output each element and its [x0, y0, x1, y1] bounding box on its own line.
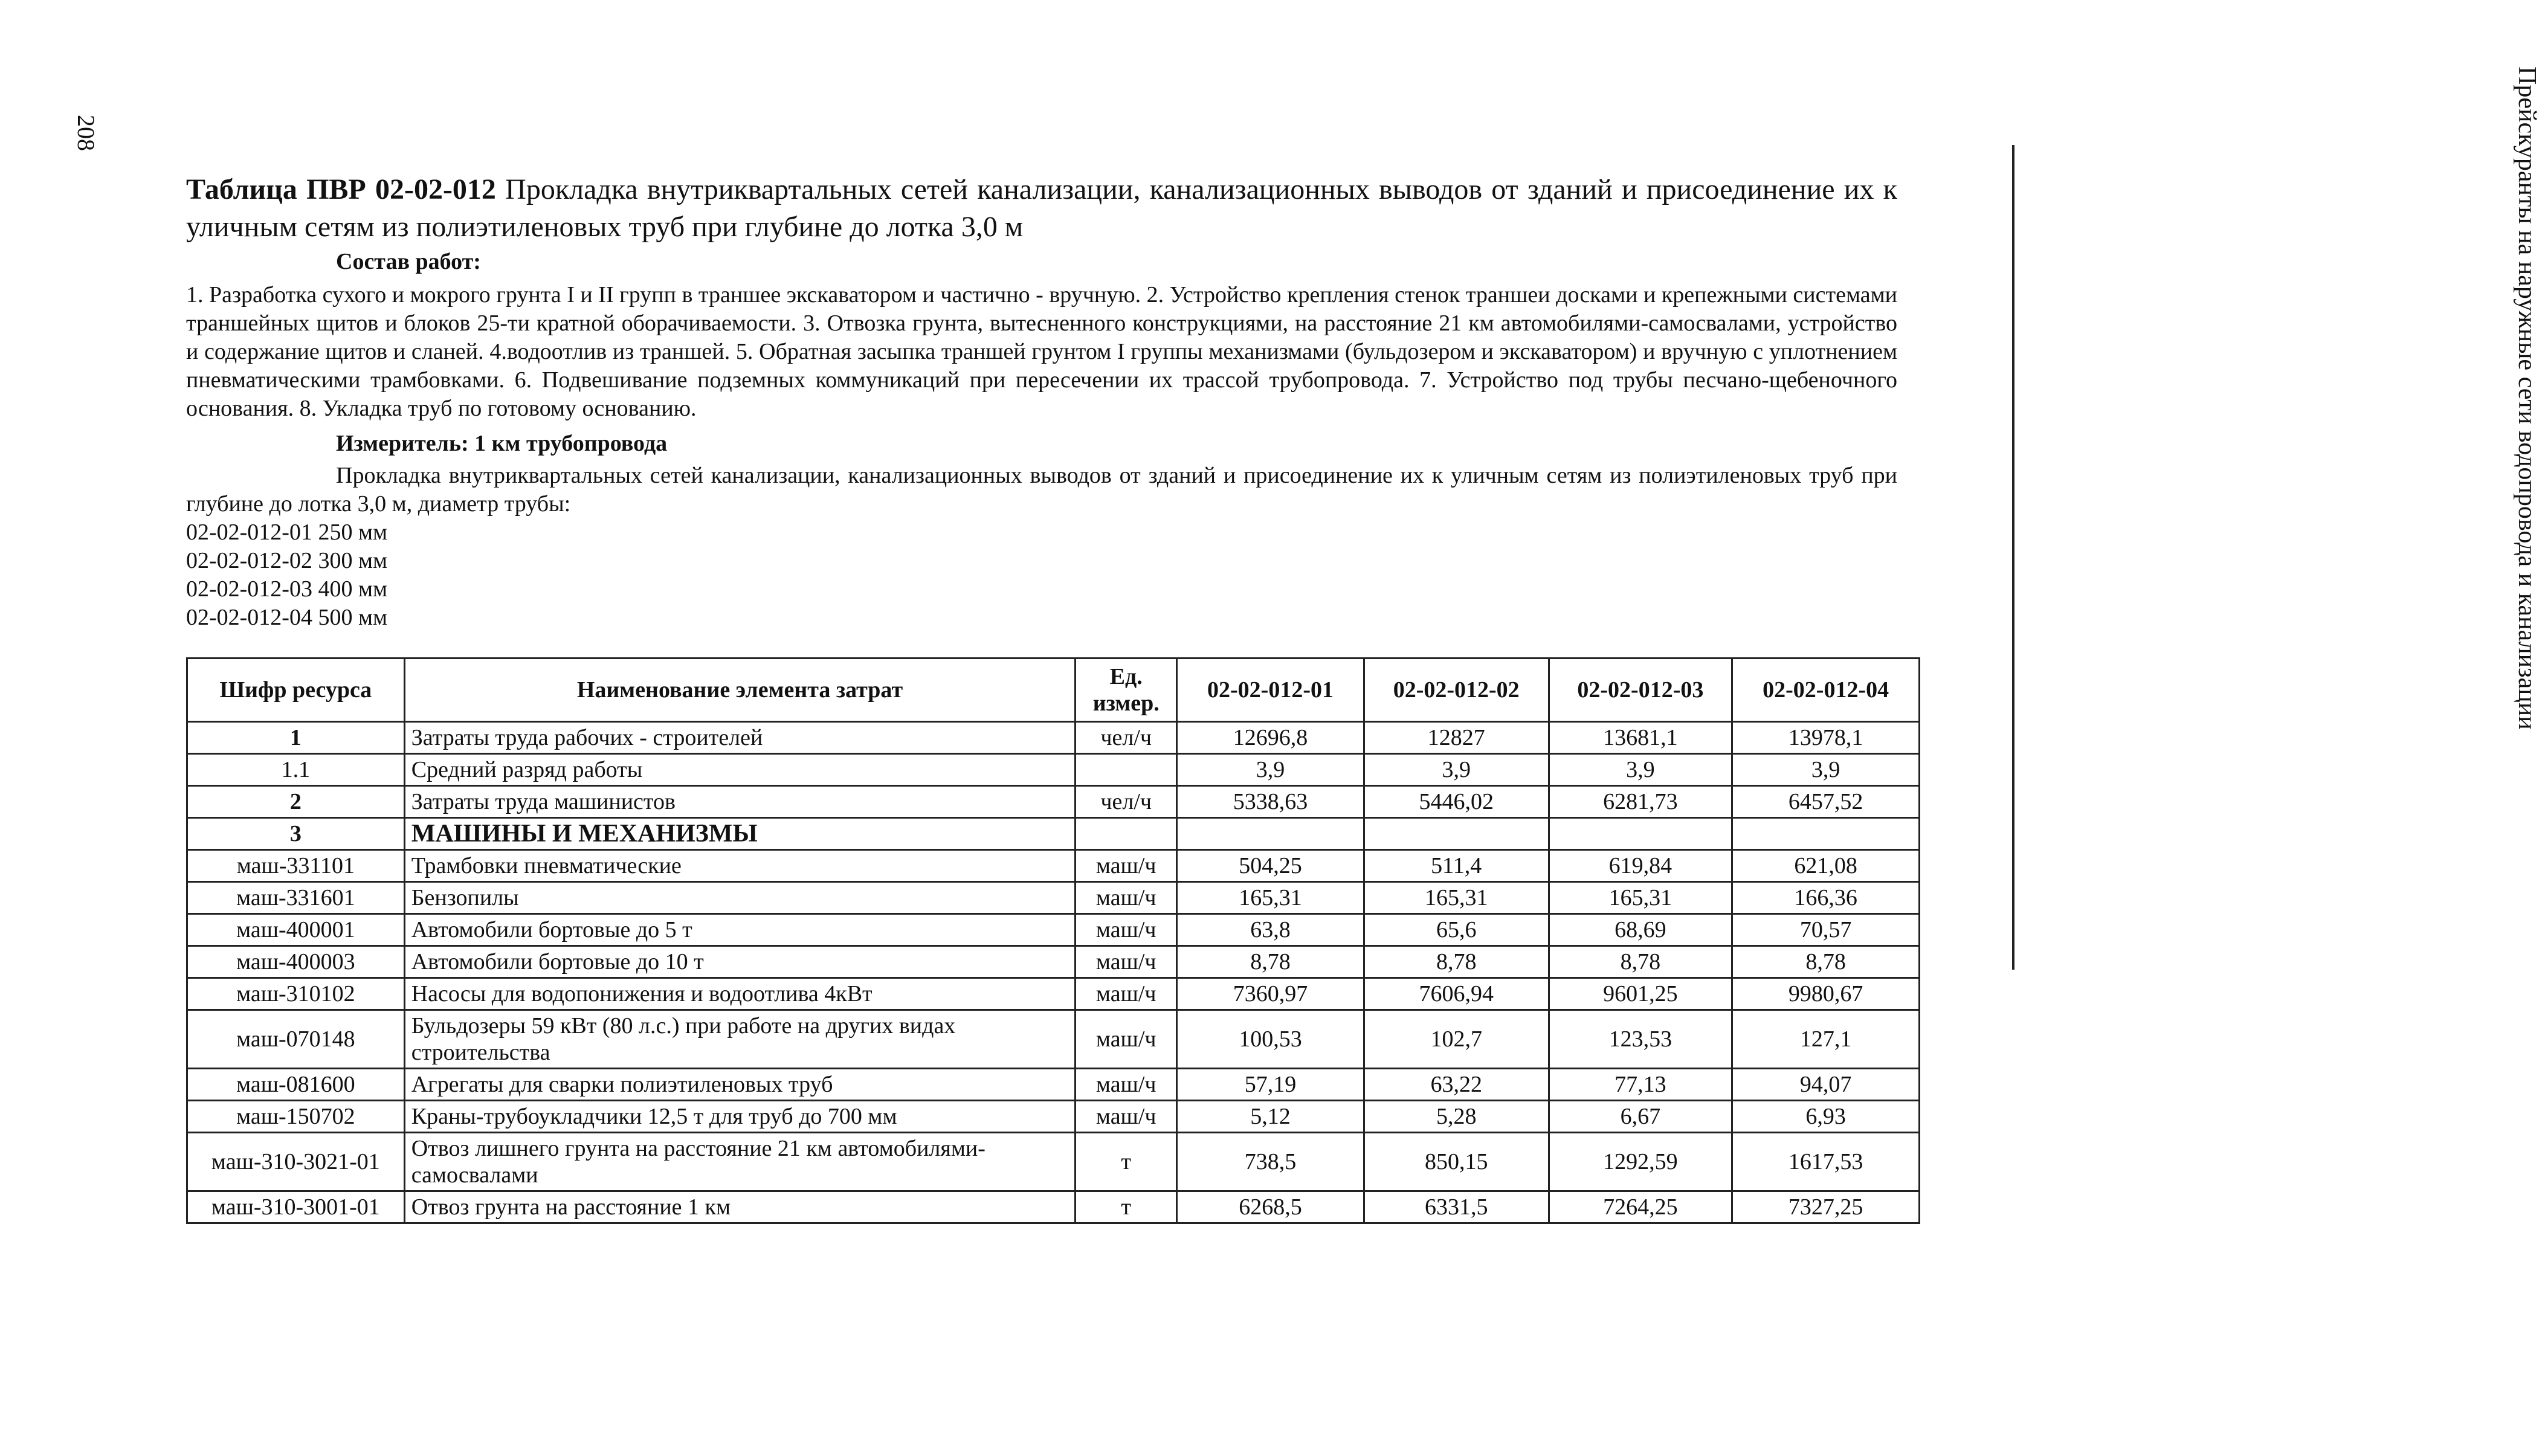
col-header-02: 02-02-012-02 [1364, 659, 1549, 722]
variant-2: 02-02-012-02 300 мм [186, 548, 388, 573]
cell-value: 7606,94 [1364, 978, 1549, 1010]
col-header-01: 02-02-012-01 [1177, 659, 1364, 722]
col-header-03: 02-02-012-03 [1549, 659, 1732, 722]
cell-value: 12827 [1364, 722, 1549, 754]
table-row [187, 722, 1920, 754]
cell-name: Бульдозеры 59 кВт (80 л.с.) при работе на других видах строительства [404, 1010, 1076, 1069]
cell-value [1732, 818, 1920, 850]
cell-code: 1 [187, 722, 405, 754]
cell-value: 63,8 [1177, 914, 1364, 946]
cell-unit: маш/ч [1076, 850, 1177, 882]
cell-unit: т [1076, 1133, 1177, 1191]
cell-unit: маш/ч [1076, 978, 1177, 1010]
table-title-prefix: Таблица ПВР 02-02-012 [186, 173, 496, 205]
cell-code: 3 [187, 818, 405, 850]
cell-value: 6281,73 [1549, 786, 1732, 818]
cell-name: Затраты труда рабочих - строителей [404, 722, 1076, 754]
cell-unit: чел/ч [1076, 722, 1177, 754]
cell-value: 3,9 [1364, 754, 1549, 786]
cell-value: 102,7 [1364, 1010, 1549, 1069]
cell-value: 57,19 [1177, 1069, 1364, 1101]
cell-unit: т [1076, 1191, 1177, 1223]
cell-name: Бензопилы [404, 882, 1076, 914]
table-row [187, 946, 1920, 978]
cell-name: Затраты труда машинистов [404, 786, 1076, 818]
col-header-04: 02-02-012-04 [1732, 659, 1920, 722]
cell-unit: маш/ч [1076, 1069, 1177, 1101]
cell-value: 5446,02 [1364, 786, 1549, 818]
col-header-unit: Ед. измер. [1076, 659, 1177, 722]
cell-code: маш-070148 [187, 1010, 405, 1069]
cell-code: маш-081600 [187, 1069, 405, 1101]
cost-table [186, 657, 1920, 1224]
table-row [187, 1191, 1920, 1223]
cell-value: 9601,25 [1549, 978, 1732, 1010]
cell-value: 94,07 [1732, 1069, 1920, 1101]
cell-value: 8,78 [1177, 946, 1364, 978]
table-row [187, 1069, 1920, 1101]
cell-code: маш-400003 [187, 946, 405, 978]
cell-code: маш-400001 [187, 914, 405, 946]
document-body [186, 171, 1897, 632]
cell-value [1177, 818, 1364, 850]
col-header-code: Шифр ресурса [187, 659, 405, 722]
works-text: 1. Разработка сухого и мокрого грунта I и II групп в траншее экскаватором и частично - вручную. 2. Устройство крепления стенок траншеи досками и крепежными системами траншейных щитов и блоков 25-ти кратной оборачиваемости. 3. Отвозка грунта, вытесненного конструкциями, на расстояние 21 км автомобилями-самосвалами, устройство и содержание щитов и сланей. 4.водоотлив из траншей. 5. Обратная засыпка траншей грунтом I группы механизмами (бульдозером и экскаватором) и вручную с уплотнением пневматическими трамбовками. 6. Подвешивание подземных коммуникаций при пересечении их трассой трубопровода. 7. Устройство под трубы песчано-щебеночного основания. 8. Укладка труб по готовому основанию. [186, 282, 1897, 421]
cell-name: Насосы для водопонижения и водоотлива 4кВт [404, 978, 1076, 1010]
table-row [187, 850, 1920, 882]
cell-value: 5,28 [1364, 1101, 1549, 1133]
page-number: 208 [73, 115, 100, 151]
cell-value: 12696,8 [1177, 722, 1364, 754]
cell-code: маш-310-3001-01 [187, 1191, 405, 1223]
table-row [187, 978, 1920, 1010]
running-header: Прейскуранты на наружные сети водопровода и канализации [2513, 66, 2541, 730]
cell-code: маш-310102 [187, 978, 405, 1010]
cell-unit [1076, 818, 1177, 850]
cell-value: 738,5 [1177, 1133, 1364, 1191]
cell-value: 127,1 [1732, 1010, 1920, 1069]
table-row [187, 914, 1920, 946]
table-row-section [187, 818, 1920, 850]
cell-value: 13681,1 [1549, 722, 1732, 754]
cell-value: 504,25 [1177, 850, 1364, 882]
cell-value: 8,78 [1364, 946, 1549, 978]
cell-name: Автомобили бортовые до 10 т [404, 946, 1076, 978]
cell-unit [1076, 754, 1177, 786]
cell-unit: чел/ч [1076, 786, 1177, 818]
table-row [187, 1133, 1920, 1191]
cell-value: 619,84 [1549, 850, 1732, 882]
cell-value: 165,31 [1549, 882, 1732, 914]
cell-code: 2 [187, 786, 405, 818]
table-row [187, 754, 1920, 786]
table-row [187, 786, 1920, 818]
table-row [187, 1101, 1920, 1133]
cell-value: 5,12 [1177, 1101, 1364, 1133]
cell-code: 1.1 [187, 754, 405, 786]
cell-name: Средний разряд работы [404, 754, 1076, 786]
cell-value: 7327,25 [1732, 1191, 1920, 1223]
table-title [186, 171, 1897, 246]
cell-value: 165,31 [1364, 882, 1549, 914]
cell-name: Трамбовки пневматические [404, 850, 1076, 882]
cell-value: 6457,52 [1732, 786, 1920, 818]
cell-value: 6268,5 [1177, 1191, 1364, 1223]
description: Прокладка внутриквартальных сетей канализации, канализационных выводов от зданий и присоединение их к уличным сетям из полиэтиленовых труб при глубине до лотка 3,0 м, диаметр трубы: [186, 463, 1897, 517]
cell-value: 63,22 [1364, 1069, 1549, 1101]
col-header-name: Наименование элемента затрат [404, 659, 1076, 722]
variant-4: 02-02-012-04 500 мм [186, 605, 388, 630]
cell-unit: маш/ч [1076, 914, 1177, 946]
cell-value [1549, 818, 1732, 850]
cell-name: Отвоз грунта на расстояние 1 км [404, 1191, 1076, 1223]
cell-value: 621,08 [1732, 850, 1920, 882]
cell-value: 6,93 [1732, 1101, 1920, 1133]
cell-unit: маш/ч [1076, 1101, 1177, 1133]
cell-code: маш-331101 [187, 850, 405, 882]
cell-name: Краны-трубоукладчики 12,5 т для труб до 700 мм [404, 1101, 1076, 1133]
cell-unit: маш/ч [1076, 1010, 1177, 1069]
cell-unit: маш/ч [1076, 946, 1177, 978]
cell-value: 100,53 [1177, 1010, 1364, 1069]
cell-value: 65,6 [1364, 914, 1549, 946]
works-heading: Состав работ: [336, 249, 481, 274]
table-row [187, 1010, 1920, 1069]
cell-value: 3,9 [1732, 754, 1920, 786]
cell-value: 13978,1 [1732, 722, 1920, 754]
cell-value: 5338,63 [1177, 786, 1364, 818]
variant-3: 02-02-012-03 400 мм [186, 576, 388, 602]
cell-value [1364, 818, 1549, 850]
cell-value: 6,67 [1549, 1101, 1732, 1133]
cell-unit: маш/ч [1076, 882, 1177, 914]
cell-name: Отвоз лишнего грунта на расстояние 21 км автомобилями-самосвалами [404, 1133, 1076, 1191]
cell-value: 511,4 [1364, 850, 1549, 882]
cell-code: маш-331601 [187, 882, 405, 914]
cell-value: 68,69 [1549, 914, 1732, 946]
cell-value: 9980,67 [1732, 978, 1920, 1010]
cell-value: 8,78 [1732, 946, 1920, 978]
running-header-rule [2012, 145, 2014, 970]
cell-name: Агрегаты для сварки полиэтиленовых труб [404, 1069, 1076, 1101]
cell-value: 3,9 [1177, 754, 1364, 786]
table-title-text: Прокладка внутриквартальных сетей канализации, канализационных выводов от зданий и присоединение их к уличным сетям из полиэтиленовых труб при глубине до лотка 3,0 м [186, 173, 1897, 243]
cell-value: 8,78 [1549, 946, 1732, 978]
measure-unit: Измеритель: 1 км трубопровода [336, 431, 668, 456]
table-row [187, 882, 1920, 914]
cell-value: 77,13 [1549, 1069, 1732, 1101]
cell-value: 70,57 [1732, 914, 1920, 946]
cell-value: 3,9 [1549, 754, 1732, 786]
table-header-row [187, 659, 1920, 722]
cell-name: МАШИНЫ И МЕХАНИЗМЫ [404, 818, 1076, 850]
cell-value: 1617,53 [1732, 1133, 1920, 1191]
cell-value: 1292,59 [1549, 1133, 1732, 1191]
cell-code: маш-150702 [187, 1101, 405, 1133]
cell-value: 6331,5 [1364, 1191, 1549, 1223]
cell-value: 165,31 [1177, 882, 1364, 914]
cell-value: 166,36 [1732, 882, 1920, 914]
cell-value: 850,15 [1364, 1133, 1549, 1191]
cell-value: 123,53 [1549, 1010, 1732, 1069]
cell-value: 7360,97 [1177, 978, 1364, 1010]
variant-1: 02-02-012-01 250 мм [186, 520, 388, 545]
cell-code: маш-310-3021-01 [187, 1133, 405, 1191]
cell-name: Автомобили бортовые до 5 т [404, 914, 1076, 946]
cell-value: 7264,25 [1549, 1191, 1732, 1223]
